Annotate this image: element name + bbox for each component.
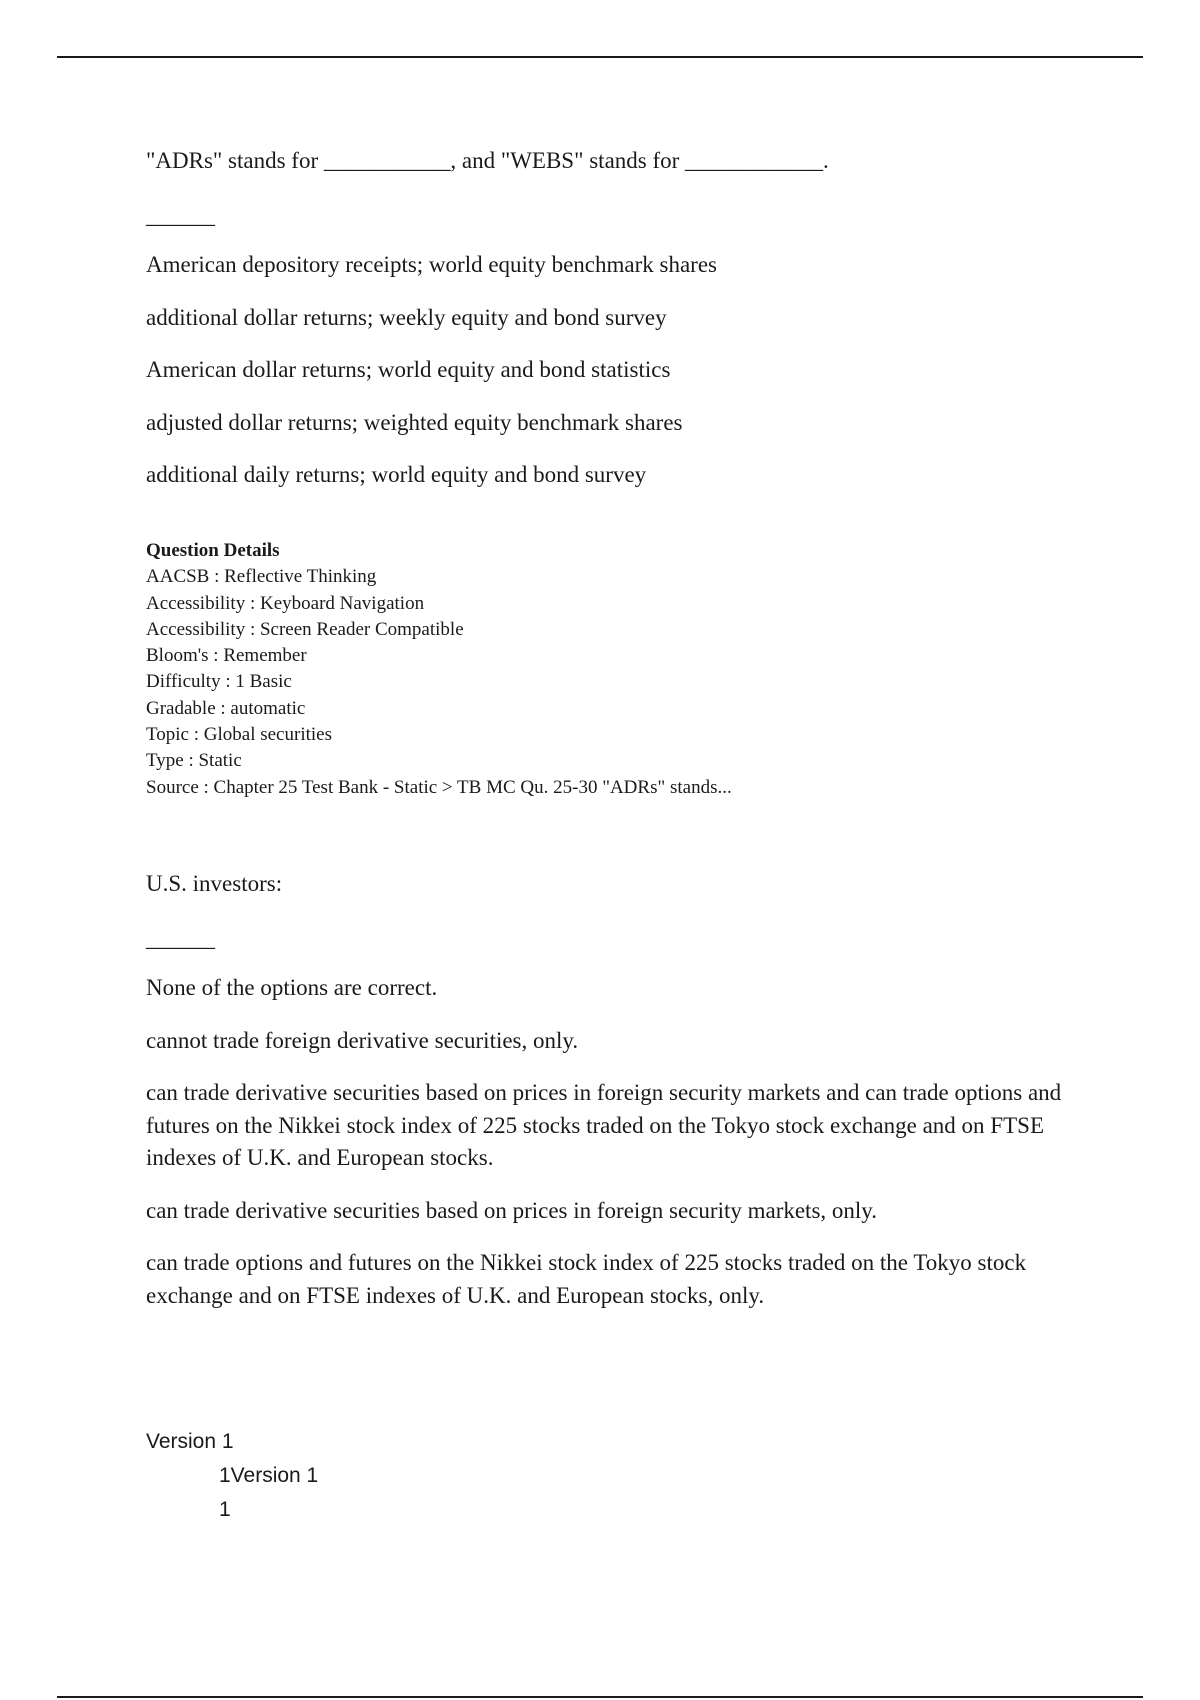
page-number: 1: [219, 1498, 231, 1521]
top-rule: [57, 56, 1143, 58]
answer-choices: [146, 249, 1086, 492]
detail-topic: Topic : Global securities: [146, 724, 332, 746]
answer-blank: ______: [146, 926, 215, 951]
question-details: [146, 538, 1046, 801]
version-label-indented: 1Version 1: [219, 1464, 319, 1487]
question-details-list: [146, 564, 1046, 801]
question-stem: U.S. investors:: [146, 871, 283, 896]
question-stem: "ADRs" stands for ___________, and "WEBS" stands for ____________.: [146, 148, 829, 173]
detail-accessibility-screen-reader: Accessibility : Screen Reader Compatible: [146, 618, 464, 640]
detail-blooms: Bloom's : Remember: [146, 645, 307, 667]
detail-gradable: Gradable : automatic: [146, 697, 306, 719]
answer-choice: can trade derivative securities based on prices in foreign security markets and can trade options and futures on the Nikkei stock index of 225 stocks traded on the Tokyo stock exchange and on FTSE indexes of U.K. and European stocks.: [146, 1080, 1062, 1170]
question-details-title: Question Details: [146, 540, 280, 561]
detail-difficulty: Difficulty : 1 Basic: [146, 671, 292, 693]
answer-choice: adjusted dollar returns; weighted equity benchmark shares: [146, 409, 683, 435]
answer-choice: None of the options are correct.: [146, 975, 438, 1000]
detail-type: Type : Static: [146, 750, 242, 772]
answer-choices: [146, 972, 1086, 1312]
answer-choice: American depository receipts; world equity benchmark shares: [146, 252, 717, 277]
answer-choice: additional dollar returns; weekly equity and bond survey: [146, 304, 667, 330]
bottom-rule: [57, 1696, 1143, 1698]
version-footer: [146, 1425, 318, 1527]
detail-aacsb: AACSB : Reflective Thinking: [146, 566, 377, 588]
question-2: [146, 869, 1086, 1332]
version-label: Version 1: [146, 1430, 234, 1453]
answer-choice: can trade options and futures on the Nikkei stock index of 225 stocks traded on the Tokyo stock exchange and on FTSE indexes of U.K. and European stocks, only.: [146, 1250, 1027, 1308]
detail-accessibility-keyboard: Accessibility : Keyboard Navigation: [146, 592, 425, 614]
question-1: [146, 146, 1086, 512]
answer-choice: cannot trade foreign derivative securities, only.: [146, 1027, 579, 1053]
answer-choice: American dollar returns; world equity and bond statistics: [146, 357, 671, 382]
answer-choice: can trade derivative securities based on prices in foreign security markets, only.: [146, 1197, 878, 1223]
detail-source: Source : Chapter 25 Test Bank - Static > TB MC Qu. 25-30 "ADRs" stands...: [146, 776, 732, 798]
answer-choice: additional daily returns; world equity and bond survey: [146, 462, 647, 487]
answer-blank: ______: [146, 203, 215, 228]
